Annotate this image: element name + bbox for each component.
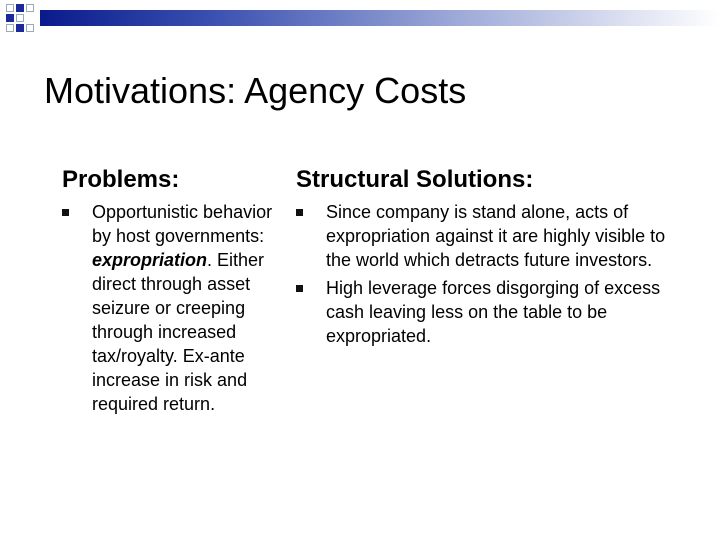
list-item: [296, 200, 691, 272]
decorative-square-icon: [26, 24, 34, 32]
list-item: [62, 200, 277, 416]
square-bullet-icon: [296, 285, 303, 292]
solutions-heading: Structural Solutions:: [296, 166, 534, 193]
solutions-list: [296, 200, 691, 352]
bullet-text-before: Opportunistic behavior by host governments:: [92, 202, 273, 246]
decorative-square-icon: [6, 14, 14, 22]
banner-gradient-bar: [40, 10, 720, 26]
problems-heading: Problems:: [62, 166, 180, 193]
decorative-square-icon: [26, 4, 34, 12]
decorative-square-icon: [6, 24, 14, 32]
header-banner: [0, 0, 720, 44]
bullet-emphasis: expropriation: [92, 250, 208, 270]
decorative-square-icon: [6, 4, 14, 12]
decorative-square-icon: [16, 4, 24, 12]
bullet-text-after: . Either direct through asset seizure or creeping through increased tax/royalty. Ex-ante increase in risk and required return.: [92, 250, 265, 414]
decorative-square-icon: [16, 14, 24, 22]
square-bullet-icon: [62, 209, 69, 216]
bullet-text: High leverage forces disgorging of excess cash leaving less on the table to be expropriated.: [326, 278, 661, 346]
bullet-text: Since company is stand alone, acts of expropriation against it are highly visible to the world which detracts future investors.: [326, 202, 666, 270]
slide-title: Motivations: Agency Costs: [44, 70, 467, 111]
decorative-square-icon: [16, 24, 24, 32]
list-item: [296, 276, 691, 348]
problems-list: [62, 200, 277, 420]
square-bullet-icon: [296, 209, 303, 216]
